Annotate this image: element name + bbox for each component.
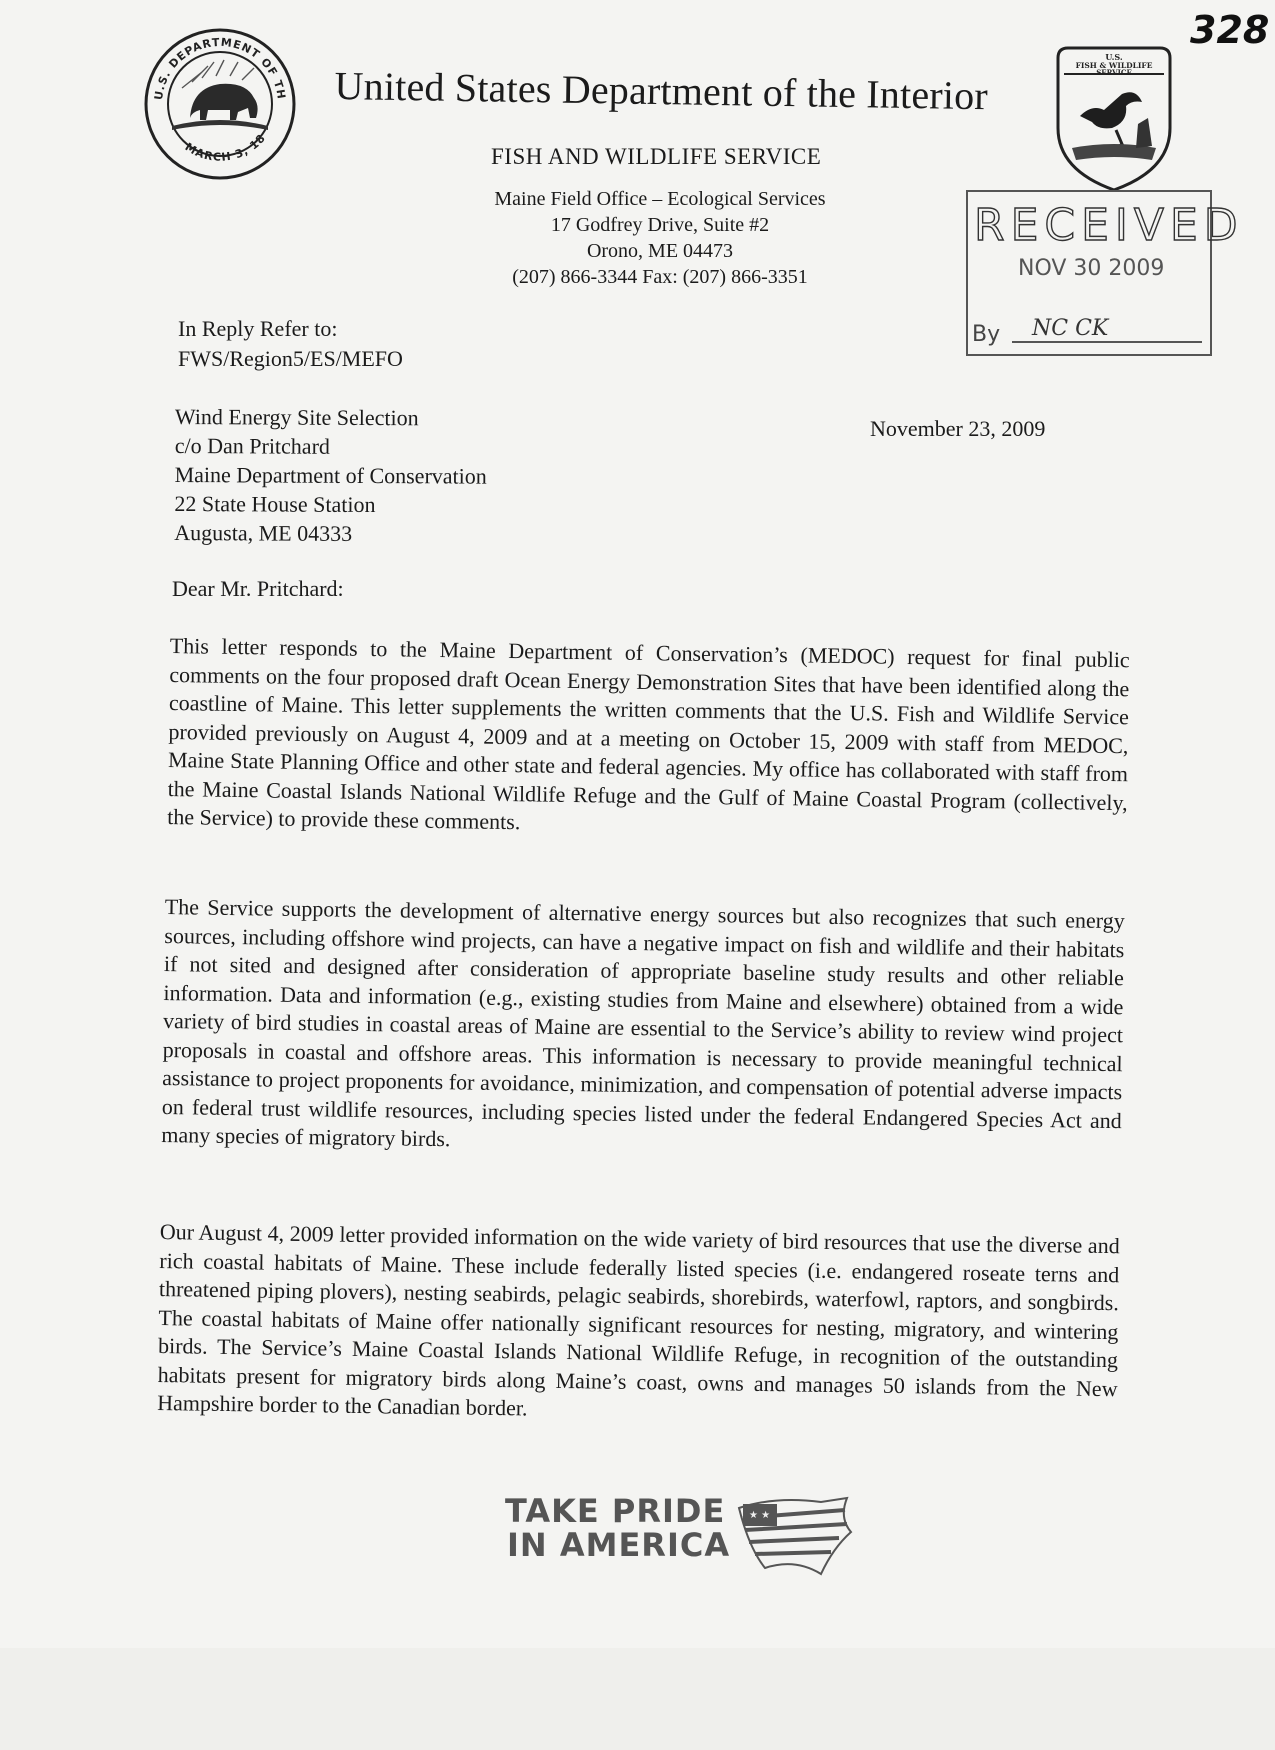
office-address [440, 186, 880, 290]
stamp-received-word: RECEIVED [974, 200, 1244, 251]
address-line: Orono, ME 04473 [586, 240, 734, 262]
recipient-line: Wind Energy Site Selection [174, 403, 419, 431]
svg-text:U.S. DEPARTMENT OF THE INTERIO: U.S. DEPARTMENT OF TH [152, 35, 288, 101]
take-pride-line2: IN AMERICA [507, 1526, 731, 1564]
stamp-date: NOV 30 2009 [1018, 256, 1165, 281]
address-line: 17 Godfrey Drive, Suite #2 [550, 214, 770, 236]
stamp-by-signature: NC CK [1012, 316, 1202, 343]
handwritten-page-number: 328 [1190, 8, 1270, 52]
recipient-line: c/o Dan Pritchard [174, 432, 331, 459]
scan-bottom-band [0, 1648, 1275, 1750]
received-stamp [966, 190, 1244, 356]
svg-text:U.S.: U.S. [1105, 52, 1123, 62]
stamp-by-label: By [972, 322, 1001, 347]
svg-text:SERVICE: SERVICE [1096, 68, 1132, 77]
address-line: (207) 866-3344 Fax: (207) 866-3351 [512, 266, 808, 288]
letterhead-subtitle: FISH AND WILDLIFE SERVICE [491, 144, 822, 169]
reply-refer-label: In Reply Refer to: [178, 316, 338, 341]
take-pride-line1: TAKE PRIDE [505, 1492, 726, 1530]
bison-seal-icon [142, 26, 298, 182]
recipient-line: 22 State House Station [174, 490, 376, 518]
letterhead-title: United States Department of the Interior [334, 62, 989, 119]
recipient-line: Augusta, ME 04333 [174, 519, 353, 546]
recipient-line: Maine Department of Conservation [174, 461, 487, 489]
body-paragraph-1: This letter responds to the Maine Department of Conservation’s (MEDOC) request for final public comments on the four proposed draft Ocean Energy Demonstration Sites that have been identified along the coastline of Maine. This letter supplements the written comments that the U.S. Fish and Wildlife Service provided previously on August 4, 2009 and at a meeting on October 15, 2009 with staff from MEDOC, Maine State Planning Office and other state and federal agencies. My office has collaborated with staff from the Maine Coastal Islands National Wildlife Refuge and the Gulf of Maine Coastal Program (collectively, the Service) to provide these comments. [167, 632, 1130, 835]
salutation: Dear Mr. Pritchard: [172, 576, 344, 601]
body-paragraph-2: The Service supports the development of alternative energy sources but also recognizes that such energy sources, including offshore wind projects, can have a negative impact on fish and wildlife and their habitats if not sited and designed after consideration of appropriate baseline study results and other reliable information. Data and information (e.g., existing studies from Maine and elsewhere) obtained from a wide variety of bird studies in coastal areas of Maine are essential to the Service’s ability to review wind project proposals in coastal and offshore areas. This information is necessary to provide meaningful technical assistance to project proponents for avoidance, minimization, and compensation of potential adverse impacts on federal trust wildlife resources, including species listed under the federal Endangered Species Act and many species of migratory birds. [161, 893, 1125, 1152]
address-line: Maine Field Office – Ecological Services [494, 188, 826, 210]
reply-refer-block [178, 314, 403, 374]
take-pride-logo [505, 1488, 855, 1584]
flag-map-icon [735, 1488, 855, 1584]
fws-shield-logo [1052, 44, 1176, 194]
svg-text:MARCH 3, 1849: MARCH 3, 18 [182, 131, 269, 164]
svg-text:★ ★: ★ ★ [749, 1510, 771, 1521]
svg-text:FISH & WILDLIFE: FISH & WILDLIFE [1075, 61, 1153, 70]
letter-date: November 23, 2009 [870, 416, 1046, 441]
reply-refer-code: FWS/Region5/ES/MEFO [178, 346, 403, 371]
duck-shield-icon [1052, 44, 1176, 194]
body-paragraph-3: Our August 4, 2009 letter provided information on the wide variety of bird resources that use the diverse and rich coastal habitats of Maine. These include federally listed species (i.e. endangered roseate terns and threatened piping plovers), nesting seabirds, pelagic seabirds, shorebirds, waterfowl, raptors, and songbirds. The coastal habitats of Maine offer nationally significant resources for nesting, migratory, and wintering birds. The Service’s Maine Coastal Islands National Wildlife Refuge, in recognition of the outstanding habitats present for migratory birds along Maine’s coast, owns and manages 50 islands from the New Hampshire border to the Canadian border. [157, 1218, 1120, 1421]
recipient-address [174, 402, 487, 549]
doi-seal-logo [142, 26, 298, 182]
